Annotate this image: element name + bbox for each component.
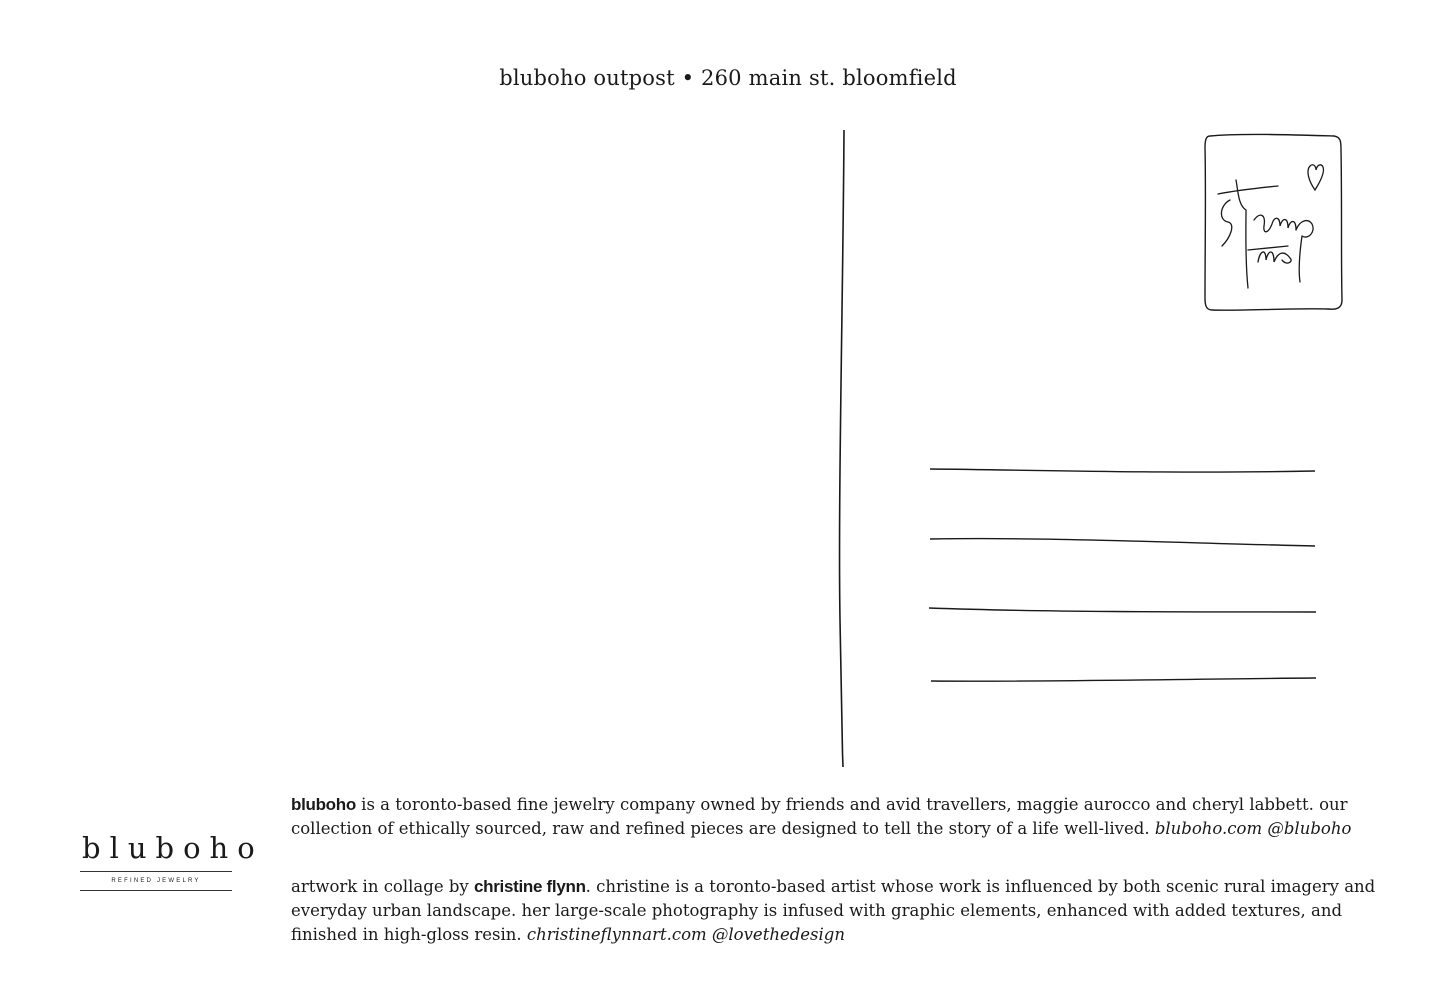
brand-name: bluboho xyxy=(82,831,264,865)
heart-icon xyxy=(1308,165,1323,190)
brand-rule xyxy=(80,890,232,891)
brand-tagline: REFINED JEWELRY xyxy=(111,878,201,884)
brand-description: is a toronto-based fine jewelry company owned by friends and avid travellers, maggie aurocco and cheryl labbett. our collection of ethically sourced, raw and refined pieces are designed to tell the story of a life well-lived. xyxy=(291,795,1348,838)
artist-links: christineflynnart.com @lovethedesign xyxy=(526,925,845,944)
svg-text:stamp: stamp xyxy=(1208,298,1212,299)
artist-name-bold: christine flynn xyxy=(473,877,586,896)
address-line xyxy=(929,608,1316,612)
address-line xyxy=(930,469,1315,472)
artist-description: . christine is a toronto-based artist whose work is influenced by both scenic rural imagery and everyday urban landscape. her large-scale photography is infused with graphic elements, enhanced with added textures, and finished in high-gloss resin. xyxy=(291,877,1376,944)
address-lines xyxy=(920,455,1330,695)
postcard-header-address: bluboho outpost • 260 main st. bloomfield xyxy=(499,66,957,90)
artist-prefix: artwork in collage by xyxy=(291,877,474,896)
about-brand-paragraph xyxy=(291,793,1401,841)
brand-name-bold: bluboho xyxy=(291,795,356,814)
brand-links: bluboho.com @bluboho xyxy=(1154,819,1352,838)
about-artist-paragraph xyxy=(291,875,1401,947)
address-line xyxy=(931,678,1316,681)
address-line xyxy=(930,539,1315,546)
stamp-me-handwriting xyxy=(1208,150,1338,300)
brand-logo xyxy=(80,830,264,891)
